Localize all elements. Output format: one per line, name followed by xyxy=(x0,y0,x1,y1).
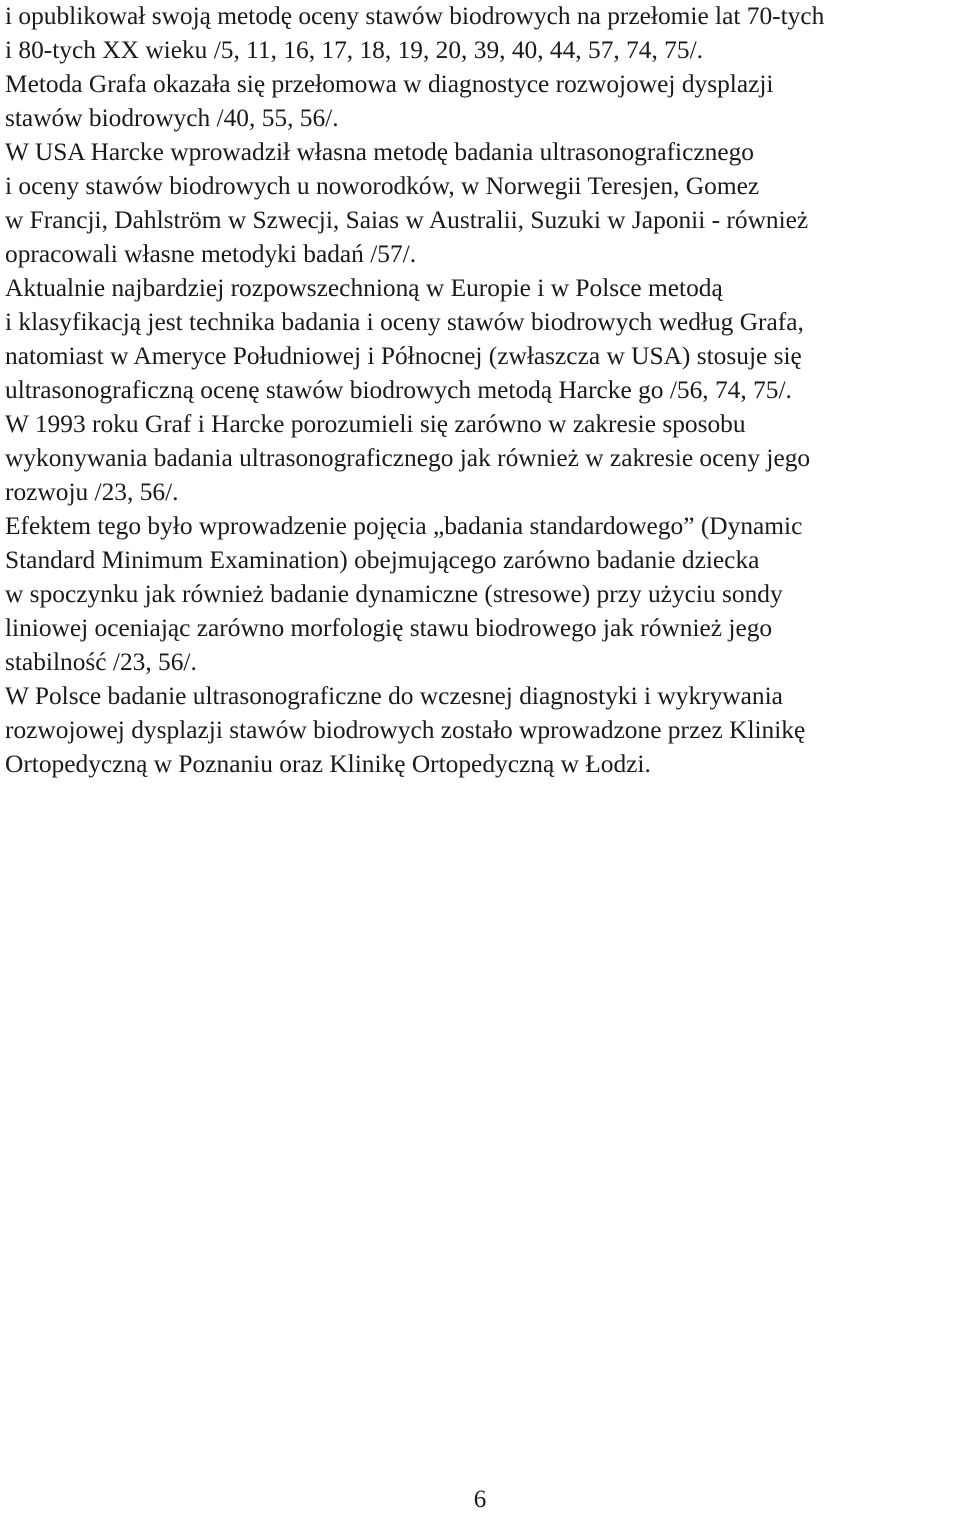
text-line: stawów biodrowych /40, 55, 56/. xyxy=(5,104,339,132)
body-text xyxy=(5,0,955,781)
text-line: rozwoju /23, 56/. xyxy=(5,478,179,506)
text-line: Ortopedyczną w Poznaniu oraz Klinikę Ortopedyczną w Łodzi. xyxy=(5,750,651,778)
text-line: Efektem tego było wprowadzenie pojęcia „badania standardowego” (Dynamic xyxy=(5,512,803,540)
text-line: w Francji, Dahlström w Szwecji, Saias w Australii, Suzuki w Japonii - również xyxy=(5,206,809,234)
text-line: Metoda Grafa okazała się przełomowa w diagnostyce rozwojowej dysplazji xyxy=(5,70,774,98)
text-line: W 1993 roku Graf i Harcke porozumieli się zarówno w zakresie sposobu xyxy=(5,410,746,438)
text-line: wykonywania badania ultrasonograficznego jak również w zakresie oceny jego xyxy=(5,444,811,472)
text-line: rozwojowej dysplazji stawów biodrowych zostało wprowadzone przez Klinikę xyxy=(5,716,806,744)
text-line: i klasyfikacją jest technika badania i oceny stawów biodrowych według Grafa, xyxy=(5,308,804,336)
page-number: 6 xyxy=(473,1486,487,1513)
text-line: Standard Minimum Examination) obejmującego zarówno badanie dziecka xyxy=(5,546,760,574)
text-line: stabilność /23, 56/. xyxy=(5,648,197,676)
text-line: ultrasonograficzną ocenę stawów biodrowych metodą Harcke go /56, 74, 75/. xyxy=(5,376,792,404)
text-line: liniowej oceniając zarówno morfologię stawu biodrowego jak również jego xyxy=(5,614,773,642)
text-line: natomiast w Ameryce Południowej i Północnej (zwłaszcza w USA) stosuje się xyxy=(5,342,802,370)
text-line: Aktualnie najbardziej rozpowszechnioną w Europie i w Polsce metodą xyxy=(5,274,723,302)
text-line: i oceny stawów biodrowych u noworodków, w Norwegii Teresjen, Gomez xyxy=(5,172,760,200)
text-line: W USA Harcke wprowadził własna metodę badania ultrasonograficznego xyxy=(5,138,754,166)
text-line: opracowali własne metodyki badań /57/. xyxy=(5,240,417,268)
text-line: i 80-tych XX wieku /5, 11, 16, 17, 18, 19, 20, 39, 40, 44, 57, 74, 75/. xyxy=(5,36,703,64)
text-line: w spoczynku jak również badanie dynamiczne (stresowe) przy użyciu sondy xyxy=(5,580,783,608)
text-line: W Polsce badanie ultrasonograficzne do wczesnej diagnostyki i wykrywania xyxy=(5,682,783,710)
text-line: i opublikował swoją metodę oceny stawów biodrowych na przełomie lat 70-tych xyxy=(5,2,825,30)
